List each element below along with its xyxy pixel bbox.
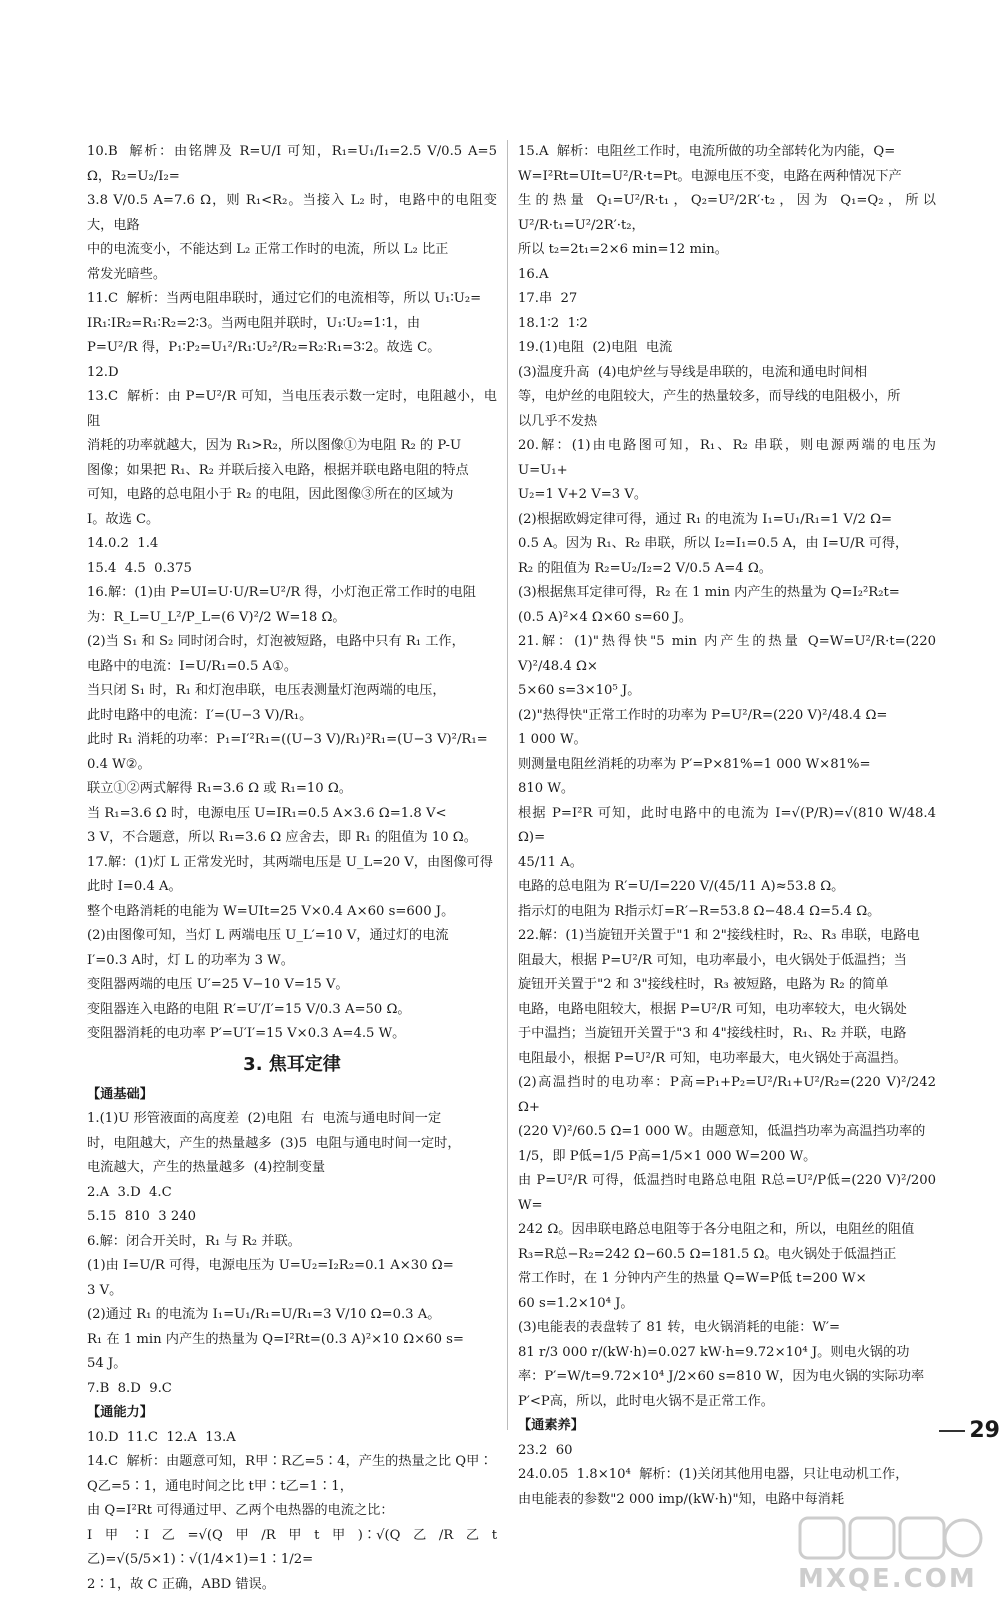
text-line: 6.解：闭合开关时，R₁ 与 R₂ 并联。 bbox=[87, 1233, 301, 1249]
text-line: I′=0.3 A时，灯 L 的功率为 3 W。 bbox=[87, 952, 294, 968]
text-line: W=I²Rt=UIt=U²/R·t=Pt。电源电压不变，电路在两种情况下产 bbox=[518, 168, 902, 184]
text-line: 根据 P=I²R 可知，此时电路中的电流为 I=√(P/R)=√(810 W/48.4 Ω)= bbox=[518, 805, 941, 845]
text-line: 时，电阻越大，产生的热量越多 (3)5 电阻与通电时间一定时， bbox=[87, 1135, 461, 1151]
text-line: 14.0.2 1.4 bbox=[87, 536, 159, 551]
text-line: P=U²/R 得，P₁∶P₂=U₁²/R₁∶U₂²/R₂=R₂∶R₁=3∶2。故选 C。 bbox=[87, 340, 441, 355]
text-line: 变阻器两端的电压 U′=25 V−10 V=15 V。 bbox=[87, 977, 349, 992]
text-line: 2.A 3.D 4.C bbox=[87, 1184, 172, 1200]
text-line: 以几乎不发热 bbox=[518, 413, 598, 429]
text-line: 率：P′=W/t=9.72×10⁴ J/2×60 s=810 W，因为电火锅的实际功率 bbox=[518, 1369, 925, 1384]
text-line: Q乙=5∶1，通电时间之比 t甲∶t乙=1∶1， bbox=[87, 1478, 353, 1494]
text-line: (220 V)²/60.5 Ω=1 000 W。由题意知，低温挡功率为高温挡功率的 bbox=[518, 1124, 926, 1139]
watermark-logo bbox=[798, 1514, 988, 1594]
text-line: 15.A 解析：电阻丝工作时，电流所做的功全部转化为内能，Q= bbox=[518, 144, 896, 159]
text-line: (2)"热得快"正常工作时的功率为 P=U²/R=(220 V)²/48.4 Ω= bbox=[518, 707, 888, 723]
text-line: I甲∶I乙=√(Q甲/R甲t甲)∶√(Q乙/R乙t乙)=√(5/5×1)∶√(1/4×1)=1∶1/2= bbox=[87, 1527, 497, 1567]
text-line: 变阻器连入电路的电阻 R′=U′/I′=15 V/0.3 A=50 Ω。 bbox=[87, 1001, 411, 1017]
text-line: 指示灯的电阻为 R指示灯=R′−R=53.8 Ω−48.4 Ω=5.4 Ω。 bbox=[518, 903, 881, 919]
text-line: 1/5，即 P低=1/5 P高=1/5×1 000 W=200 W。 bbox=[518, 1148, 817, 1164]
text-line: 阻最大，根据 P=U²/R 可知，电功率最小，电火锅处于低温挡；当 bbox=[518, 952, 907, 968]
text-line: 0.4 W②。 bbox=[87, 756, 151, 772]
text-line: 图像；如果把 R₁、R₂ 并联后接入电路，根据并联电路电阻的特点 bbox=[87, 462, 469, 478]
text-line: 45/11 A。 bbox=[518, 854, 583, 870]
text-line: R₃=R总−R₂=242 Ω−60.5 Ω=181.5 Ω。电火锅处于低温挡正 bbox=[518, 1246, 897, 1262]
text-line: 11.C 解析：当两电阻串联时，通过它们的电流相等，所以 U₁∶U₂= bbox=[87, 291, 482, 306]
text-line: 整个电路消耗的电能为 W=UIt=25 V×0.4 A×60 s=600 J。 bbox=[87, 903, 455, 919]
text-line: 此时 R₁ 消耗的功率：P₁=I′²R₁=((U−3 V)/R₁)²R₁=(U−3 V)²/R₁= bbox=[87, 732, 488, 747]
text-line: 于中温挡；当旋钮开关置于"3 和 4"接线柱时，R₁、R₂ 并联，电路 bbox=[518, 1026, 907, 1041]
text-line: 21.解：(1)"热得快"5 min 内产生的热量 Q=W=U²/R·t=(220 V)²/48.4 Ω× bbox=[518, 634, 941, 674]
section-label-literacy: 【通素养】 bbox=[518, 1418, 584, 1433]
text-line: 由 Q=I²Rt 可得通过甲、乙两个电热器的电流之比： bbox=[87, 1503, 394, 1518]
text-line: 0.5 A。因为 R₁、R₂ 串联，所以 I₂=I₁=0.5 A，由 I=U/R 可得， bbox=[518, 536, 909, 551]
text-line: 1 000 W。 bbox=[518, 732, 587, 747]
text-line: 7.B 8.D 9.C bbox=[87, 1380, 172, 1396]
text-line: 3.8 V/0.5 A=7.6 Ω，则 R₁<R₂。当接入 L₂ 时，电路中的电阻变大，电路 bbox=[87, 193, 497, 233]
text-line: 5×60 s=3×10⁵ J。 bbox=[518, 683, 641, 698]
text-line: 17.串 27 bbox=[518, 291, 578, 306]
text-line: 13.C 解析：由 P=U²/R 可知，当电压表示数一定时，电阻越小，电阻 bbox=[87, 389, 497, 429]
text-line: 19.(1)电阻 (2)电阻 电流 bbox=[518, 340, 673, 355]
text-line: 消耗的功率就越大，因为 R₁>R₂，所以图像①为电阻 R₂ 的 P-U bbox=[87, 438, 462, 453]
text-line: (2)由图像可知，当灯 L 两端电压 U_L′=10 V，通过灯的电流 bbox=[87, 928, 449, 943]
text-line: (3)电能表的表盘转了 81 转，电火锅消耗的电能：W′= bbox=[518, 1320, 841, 1335]
text-line: 81 r/3 000 r/(kW·h)=0.027 kW·h=9.72×10⁴ J。则电火锅的功 bbox=[518, 1344, 910, 1360]
text-line: (3)根据焦耳定律可得，R₂ 在 1 min 内产生的热量为 Q=I₂²R₂t= bbox=[518, 585, 900, 600]
text-line: 1.(1)U 形管液面的高度差 (2)电阻 右 电流与通电时间一定 bbox=[87, 1111, 442, 1126]
watermark-icon bbox=[798, 1514, 988, 1564]
text-line: 电路，电路电阻较大，根据 P=U²/R 可知，电功率较大，电火锅处 bbox=[518, 1001, 907, 1017]
text-line: 变阻器消耗的电功率 P′=U′I′=15 V×0.3 A=4.5 W。 bbox=[87, 1026, 406, 1041]
text-line: (2)高温挡时的电功率：P高=P₁+P₂=U²/R₁+U²/R₂=(220 V)²/242 Ω+ bbox=[518, 1075, 941, 1115]
text-line: 旋钮开关置于"2 和 3"接线柱时，R₃ 被短路，电路为 R₂ 的简单 bbox=[518, 977, 889, 992]
text-line: 常工作时，在 1 分钟内产生的热量 Q=W=P低 t=200 W× bbox=[518, 1271, 867, 1286]
text-line: R₁ 在 1 min 内产生的热量为 Q=I²Rt=(0.3 A)²×10 Ω×60 s= bbox=[87, 1331, 464, 1347]
text-line: 14.C 解析：由题意可知，R甲∶R乙=5∶4，产生的热量之比 Q甲∶ bbox=[87, 1454, 493, 1469]
text-line: 此时电路中的电流：I′=(U−3 V)/R₁。 bbox=[87, 707, 313, 723]
text-line: (2)通过 R₁ 的电流为 I₁=U₁/R₁=U/R₁=3 V/10 Ω=0.3 A。 bbox=[87, 1307, 441, 1322]
text-line: R₂ 的阻值为 R₂=U₂/I₂=2 V/0.5 A=4 Ω。 bbox=[518, 560, 772, 576]
text-line: 10.B 解析：由铭牌及 R=U/I 可知，R₁=U₁/I₁=2.5 V/0.5 A=5 Ω，R₂=U₂/I₂= bbox=[87, 144, 502, 184]
text-line: 10.D 11.C 12.A 13.A bbox=[87, 1429, 236, 1445]
text-line: 17.解：(1)灯 L 正常发光时，其两端电压是 U_L=20 V，由图像可得 bbox=[87, 854, 493, 870]
text-line: 中的电流变小，不能达到 L₂ 正常工作时的电流，所以 L₂ 比正 bbox=[87, 242, 449, 257]
text-line: 常发光暗些。 bbox=[87, 266, 167, 282]
text-line: 生的热量 Q₁=U²/R·t₁，Q₂=U²/2R′·t₂，因为 Q₁=Q₂，所以 U²/R·t₁=U²/2R′·t₂， bbox=[518, 193, 941, 233]
text-line: 24.0.05 1.8×10⁴ 解析：(1)关闭其他用电器，只让电动机工作， bbox=[518, 1467, 909, 1482]
text-line: 12.D bbox=[87, 364, 119, 380]
text-line: IR₁∶IR₂=R₁∶R₂=2∶3。当两电阻并联时，U₁∶U₂=1∶1，由 bbox=[87, 315, 421, 331]
text-line: 16.A bbox=[518, 266, 549, 282]
text-line: U₂=1 V+2 V=3 V。 bbox=[518, 487, 648, 502]
text-line: (3)温度升高 (4)电炉丝与导线是串联的，电流和通电时间相 bbox=[518, 364, 868, 380]
text-line: 60 s=1.2×10⁴ J。 bbox=[518, 1295, 634, 1311]
text-line: 3 V。 bbox=[87, 1282, 123, 1298]
text-line: 为：R_L=U_L²/P_L=(6 V)²/2 W=18 Ω。 bbox=[87, 609, 346, 625]
text-line: 等，电炉丝的电阻较大，产生的热量较多，而导线的电阻极小，所 bbox=[518, 389, 901, 404]
text-line: 联立①②两式解得 R₁=3.6 Ω 或 R₁=10 Ω。 bbox=[87, 781, 352, 796]
text-line: 2∶1，故 C 正确，ABD 错误。 bbox=[87, 1576, 275, 1592]
text-line: (2)当 S₁ 和 S₂ 同时闭合时，灯泡被短路，电路中只有 R₁ 工作， bbox=[87, 634, 465, 649]
page-number bbox=[939, 1418, 1000, 1443]
text-line: 此时 I=0.4 A。 bbox=[87, 879, 182, 894]
text-line: (1)由 I=U/R 可得，电源电压为 U=U₂=I₂R₂=0.1 A×30 Ω= bbox=[87, 1258, 454, 1273]
section-label-basic: 【通基础】 bbox=[87, 1086, 153, 1102]
text-line: 电阻最小，根据 P=U²/R 可知，电功率最大，电火锅处于高温挡。 bbox=[518, 1050, 907, 1066]
text-line: P′<P高，所以，此时电火锅不是正常工作。 bbox=[518, 1393, 774, 1409]
text-line: (2)根据欧姆定律可得，通过 R₁ 的电流为 I₁=U₁/R₁=1 V/2 Ω= bbox=[518, 511, 893, 527]
text-line: 5.15 810 3 240 bbox=[87, 1209, 197, 1224]
text-line: 22.解：(1)当旋钮开关置于"1 和 2"接线柱时，R₂、R₃ 串联，电路电 bbox=[518, 928, 920, 943]
column-divider bbox=[507, 140, 508, 1430]
text-line: 电流越大，产生的热量越多 (4)控制变量 bbox=[87, 1160, 326, 1175]
text-line: 15.4 4.5 0.375 bbox=[87, 560, 192, 576]
section-title: 3. 焦耳定律 bbox=[243, 1053, 341, 1075]
text-line: 23.2 60 bbox=[518, 1442, 573, 1458]
left-column bbox=[87, 140, 502, 1597]
text-line: 可知，电路的总电阻小于 R₂ 的电阻，因此图像③所在的区域为 bbox=[87, 487, 454, 502]
text-line: 由 P=U²/R 可得，低温挡时电路总电阻 R总=U²/P低=(220 V)²/200 W= bbox=[518, 1173, 941, 1213]
text-line: 电路中的电流：I=U/R₁=0.5 A①。 bbox=[87, 658, 298, 674]
text-line: (0.5 A)²×4 Ω×60 s=60 J。 bbox=[518, 609, 693, 625]
text-line: 3 V，不合题意，所以 R₁=3.6 Ω 应舍去，即 R₁ 的阻值为 10 Ω。 bbox=[87, 830, 477, 845]
right-column bbox=[518, 140, 941, 1512]
text-line: 由电能表的参数"2 000 imp/(kW·h)"知，电路中每消耗 bbox=[518, 1491, 845, 1507]
text-line: 20.解：(1)由电路图可知，R₁、R₂ 串联，则电源两端的电压为 U=U₁+ bbox=[518, 438, 941, 478]
text-line: 18.1∶2 1∶2 bbox=[518, 315, 588, 331]
text-line: 则测量电阻丝消耗的功率为 P′=P×81%=1 000 W×81%= bbox=[518, 756, 871, 772]
text-line: 当只闭 S₁ 时，R₁ 和灯泡串联，电压表测量灯泡两端的电压， bbox=[87, 683, 446, 698]
section-label-ability: 【通能力】 bbox=[87, 1405, 153, 1420]
text-line: 242 Ω。因串联电路总电阻等于各分电阻之和，所以，电阻丝的阻值 bbox=[518, 1222, 915, 1237]
text-line: 电路的总电阻为 R′=U/I=220 V/(45/11 A)≈53.8 Ω。 bbox=[518, 879, 845, 894]
page-number-dash bbox=[939, 1430, 965, 1432]
text-line: 当 R₁=3.6 Ω 时，电源电压 U=IR₁=0.5 A×3.6 Ω=1.8 V< bbox=[87, 805, 447, 821]
watermark-text: MXQE.COM bbox=[798, 1564, 977, 1594]
page-number-text: 29 bbox=[969, 1418, 1000, 1443]
text-line: 16.解：(1)由 P=UI=U·U/R=U²/R 得，小灯泡正常工作时的电阻 bbox=[87, 585, 476, 600]
text-line: 所以 t₂=2t₁=2×6 min=12 min。 bbox=[518, 242, 728, 257]
text-line: 54 J。 bbox=[87, 1356, 127, 1371]
text-line: 810 W。 bbox=[518, 781, 575, 796]
text-line: Ⅰ。故选 C。 bbox=[87, 511, 160, 527]
